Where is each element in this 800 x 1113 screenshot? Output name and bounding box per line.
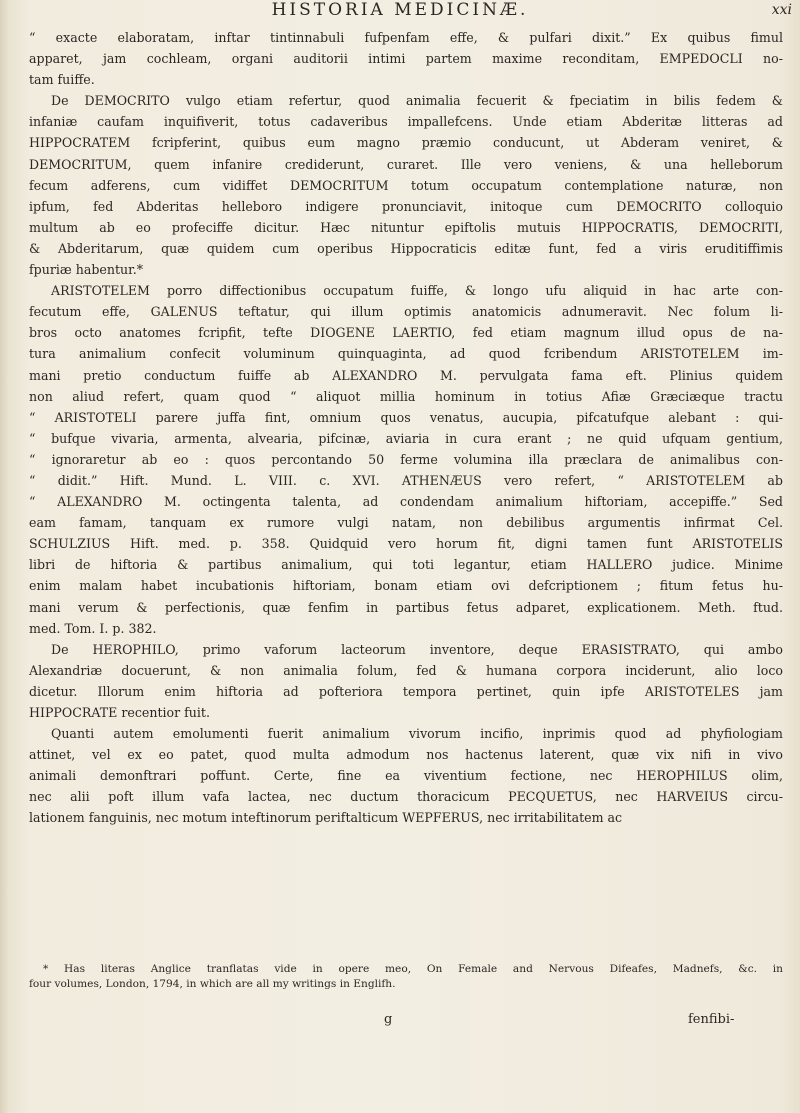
paragraph <box>29 90 783 280</box>
text-line: fecum adferens, cum vidiffet DEMOCRITUM totum occupatum contemplatione naturæ, non <box>29 177 783 193</box>
text-line: Alexandriæ docuerunt, & non animalia folum, fed & humana corpora inciderunt, alio loco <box>29 662 783 678</box>
text-line: bros octo anatomes fcripfit, tefte DIOGENE LAERTIO, fed etiam magnum illud opus de na- <box>29 325 783 341</box>
text-line: SCHULZIUS Hift. med. p. 358. Quidquid vero horum fit, digni tamen funt ARISTOTELIS <box>29 536 783 552</box>
text-line: DEMOCRITUM, quem infanire crediderunt, curaret. Ille vero veniens, & una helleborum <box>29 156 783 172</box>
text-line: libri de hiftoria & partibus animalium, qui toti legantur, etiam HALLERO judice. Minime <box>29 557 783 573</box>
paragraph <box>29 639 783 723</box>
text-line: nec alii poft illum vafa lactea, nec ductum thoracicum PECQUETUS, nec HARVEIUS circu- <box>29 789 783 805</box>
text-line: eam famam, tanquam ex rumore vulgi natam, non debilibus argumentis infirmat Cel. <box>29 515 783 531</box>
text-line: dicetur. Illorum enim hiftoria ad pofteriora tempora pertinet, quin ipfe ARISTOTELES jam <box>29 683 783 699</box>
running-head: HISTORIA MEDICINÆ. <box>271 0 529 20</box>
text-line: lationem fanguinis, nec motum inteftinorum periftalticum WEPFERUS, nec irritabilitatem ac <box>29 810 623 826</box>
main-text <box>29 27 783 829</box>
text-line: ipfum, fed Abderitas helleboro indigere pronunciavit, initoque cum DEMOCRITO colloquio <box>29 198 783 214</box>
text-line: animali demonftrari poffunt. Certe, fine ea viventium fectione, nec HEROPHILUS olim, <box>29 768 783 784</box>
signature-mark: g <box>384 1012 393 1027</box>
text-line: multum ab eo profeciffe dicitur. Hæc nituntur epiftolis mutuis HIPPOCRATIS, DEMOCRITI, <box>29 219 783 235</box>
catchword: fenfibi- <box>688 1012 735 1027</box>
text-line: “ ALEXANDRO M. octingenta talenta, ad condendam animalium hiftoriam, accepiffe.” Sed <box>29 494 783 510</box>
text-line: “ ARISTOTELI parere juffa fint, omnium quos venatus, aucupia, pifcatufque alebant : qui- <box>29 409 783 425</box>
text-line: “ bufque vivaria, armenta, alvearia, pifcinæ, aviaria in cura erant ; ne quid ufquam gentium, <box>29 430 783 446</box>
text-line: “ didit.” Hift. Mund. L. VIII. c. XVI. ATHENÆUS vero refert, “ ARISTOTELEM ab <box>29 472 783 488</box>
text-line: De HEROPHILO, primo vaforum lacteorum inventore, deque ERASISTRATO, qui ambo <box>51 641 783 657</box>
page-header <box>0 0 800 26</box>
text-line: HIPPOCRATEM fcripferint, quibus eum magno præmio conducunt, ut Abderam veniret, & <box>29 135 783 151</box>
footnote-line: four volumes, London, 1794, in which are all my writings in Englifh. <box>29 978 396 990</box>
text-line: fecutum effe, GALENUS teftatur, qui illum optimis anatomicis adnumeravit. Nec folum li- <box>29 304 783 320</box>
page-edge-shadow <box>0 0 8 1113</box>
text-line: apparet, jam cochleam, organi auditorii intimi partem maxime reconditam, EMPEDOCLI no- <box>29 51 783 67</box>
paragraph <box>29 27 783 90</box>
text-line: De DEMOCRITO vulgo etiam refertur, quod animalia fecuerit & fpeciatim in bilis fedem & <box>51 93 783 109</box>
paragraph <box>29 280 783 639</box>
text-line: tura animalium confecit voluminum quinquaginta, ad quod fcribendum ARISTOTELEM im- <box>29 346 783 362</box>
text-line: attinet, vel ex eo patet, quod multa admodum nos hactenus laterent, quæ vix nifi in vivo <box>29 747 783 763</box>
text-line: non aliud refert, quam quod “ aliquot millia hominum in totius Afiæ Græciæque tractu <box>29 388 783 404</box>
text-line: “ ignoraretur ab eo : quos percontando 50 ferme volumina illa præclara de animalibus con- <box>29 451 783 467</box>
text-line: enim malam habet incubationis hiftoriam, bonam etiam ovi defcriptionem ; fitum fetus hu- <box>29 578 783 594</box>
text-line: med. Tom. I. p. 382. <box>29 620 157 636</box>
folio-page-number: xxi <box>771 2 792 18</box>
footnote-line: * Has literas Anglice tranflatas vide in opere meo, On Female and Nervous Difeafes, Madnefs, &c. in <box>43 963 783 975</box>
footnote <box>29 962 783 992</box>
text-line: & Abderitarum, quæ quidem cum operibus Hippocraticis editæ funt, fed a viris eruditiffimis <box>29 240 783 256</box>
text-line: mani verum & perfectionis, quæ fenfim in partibus fetus adparet, explicationem. Meth. ftud. <box>29 599 783 615</box>
text-line: HIPPOCRATE recentior fuit. <box>29 705 210 720</box>
text-line: infaniæ caufam inquifiverit, totus cadaveribus impallefcens. Unde etiam Abderitæ litteras ad <box>29 114 783 130</box>
text-line: “ exacte elaboratam, inftar tintinnabuli fufpenfam effe, & pulfari dixit.” Ex quibus fimul <box>29 30 783 45</box>
paragraph <box>29 723 783 828</box>
text-line: fpuriæ habentur.* <box>29 262 144 278</box>
text-line: mani pretio conductum fuiffe ab ALEXANDRO M. pervulgata fama eft. Plinius quidem <box>29 367 783 383</box>
text-line: tam fuiffe. <box>29 72 95 88</box>
text-line: Quanti autem emolumenti fuerit animalium vivorum incifio, inprimis quod ad phyfiologiam <box>51 726 783 742</box>
text-line: ARISTOTELEM porro diffectionibus occupatum fuiffe, & longo ufu aliquid in hac arte con- <box>51 283 783 299</box>
